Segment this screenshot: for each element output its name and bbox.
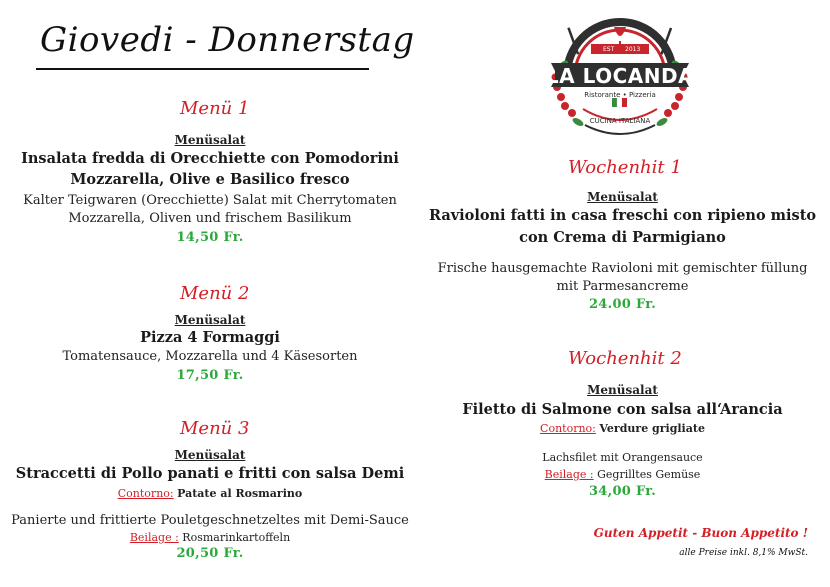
title-underline: [36, 68, 369, 70]
menu1-dish-line1: Insalata fredda di Orecchiette con Pomodorini: [21, 150, 399, 167]
hit2-beilage-label: Beilage :: [544, 468, 594, 481]
menu3-dish: Straccetti di Pollo panati e fritti con salsa Demi: [15, 465, 405, 482]
menu1-dish-line2: Mozzarella, Olive e Basilico fresco: [70, 171, 350, 188]
hit2-desc: Lachsfilet mit Orangensauce: [542, 451, 703, 464]
menu2-price: 17,50 Fr.: [176, 368, 244, 383]
menu3-beilage: [0, 531, 420, 544]
menu3-salat: Menüsalat: [174, 448, 246, 462]
logo-subtitle: Ristorante • Pizzeria: [584, 91, 656, 99]
menu1-heading: Menü 1: [180, 98, 250, 119]
footer-vat-note: alle Preise inkl. 8,1% MwSt.: [679, 548, 808, 558]
hit1-desc-line1: Frische hausgemachte Ravioloni mit gemischter füllung: [437, 261, 808, 276]
menu3-beilage-value: Rosmarinkartoffeln: [182, 531, 291, 544]
hit1-dish-line2: con Crema di Parmigiano: [519, 229, 726, 246]
hit1-desc-line2: mit Parmesancreme: [556, 279, 689, 294]
menu2-dish: Pizza 4 Formaggi: [140, 329, 280, 346]
menu2-desc: Tomatensauce, Mozzarella und 4 Käsesorten: [62, 349, 358, 364]
menu2-heading: Menü 2: [180, 283, 250, 304]
logo-tagline: CUCINA ITALIANA: [589, 117, 651, 125]
page-title: Giovedi - Donnerstag: [40, 20, 415, 60]
hit2-price: 34,00 Fr.: [588, 484, 657, 499]
hit2-contorno-value: Verdure grigliate: [599, 422, 705, 435]
hit2-contorno-label: Contorno:: [540, 422, 596, 435]
hit1-heading: Wochenhit 1: [568, 157, 682, 178]
logo-name: LA LOCANDA: [545, 64, 695, 88]
hit2-heading: Wochenhit 2: [568, 348, 682, 369]
logo-est-year: 2013: [625, 46, 641, 53]
menu3-desc: Panierte und frittierte Pouletgeschnetzeltes mit Demi-Sauce: [11, 513, 409, 528]
restaurant-logo: [545, 5, 695, 145]
menu3-price: 20,50 Fr.: [176, 546, 244, 561]
menu3-heading: Menü 3: [180, 418, 250, 439]
hit1-salat: Menüsalat: [587, 190, 658, 204]
menu3-beilage-label: Beilage :: [129, 531, 179, 544]
menu1-desc-line1: Kalter Teigwaren (Orecchiette) Salat mit Cherrytomaten: [23, 193, 397, 208]
hit2-dish: Filetto di Salmone con salsa all‘Arancia: [462, 401, 783, 418]
hit1-price: 24.00 Fr.: [588, 297, 657, 312]
hit2-beilage: [420, 468, 825, 481]
menu1-price: 14,50 Fr.: [176, 230, 244, 245]
logo-est-label: EST: [603, 46, 615, 53]
hit2-salat: Menüsalat: [587, 383, 658, 397]
hit1-dish-line1: Ravioloni fatti in casa freschi con ripieno misto: [428, 207, 817, 224]
menu1-desc-line2: Mozzarella, Oliven und frischem Basilikum: [68, 211, 352, 226]
footer-greeting: Guten Appetit - Buon Appetito !: [593, 526, 808, 540]
hit2-beilage-value: Gegrilltes Gemüse: [597, 468, 701, 481]
menu3-contorno-value: Patate al Rosmarino: [177, 487, 303, 500]
menu3-contorno: [0, 487, 420, 500]
menu1-salat: Menüsalat: [174, 133, 246, 147]
hit2-contorno: [420, 422, 825, 435]
menu2-salat: Menüsalat: [174, 313, 246, 327]
menu3-contorno-label: Contorno:: [117, 487, 174, 500]
